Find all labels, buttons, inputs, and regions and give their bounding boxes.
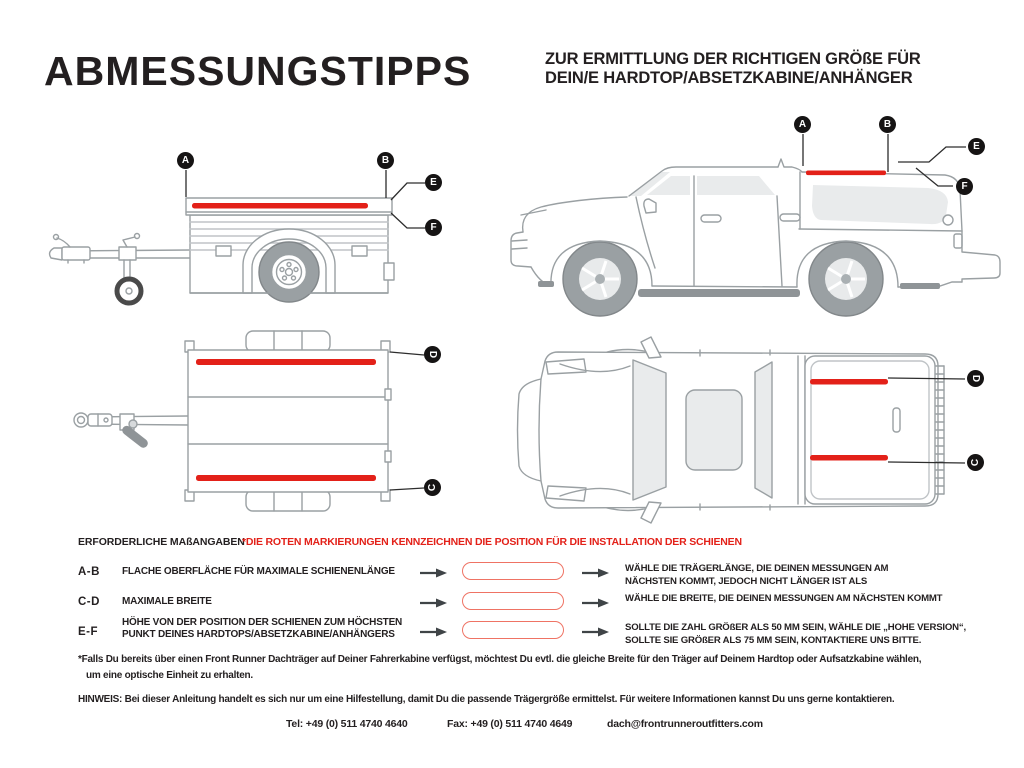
trailer-side-view-illustration: [45, 115, 475, 315]
measurement-row-ef: [0, 615, 1024, 645]
marker-f-trailer-side: F: [425, 219, 442, 236]
measurement-input-pill[interactable]: [462, 592, 564, 610]
instruction-line: SOLLTE DIE ZAHL GRÖßER ALS 50 MM SEIN, WÄHLE DIE „HOHE VERSION“,: [625, 622, 966, 633]
red-rail-marking: [806, 171, 886, 176]
red-rail-marking: [810, 455, 888, 461]
marker-a-trailer-side: A: [177, 152, 194, 169]
footnote-line2: um eine optische Einheit zu erhalten.: [86, 670, 253, 681]
measurement-description: [122, 617, 422, 641]
footer-email: dach@frontrunneroutfitters.com: [607, 718, 763, 730]
instruction-line: WÄHLE DIE TRÄGERLÄNGE, DIE DEINEN MESSUNGEN AM: [625, 563, 889, 574]
hinweis-note: HINWEIS: Bei dieser Anleitung handelt es sich nur um eine Hilfestellung, damit Du die passende Trägergröße ermittelst. Für weitere Informationen kannst Du uns gerne kontaktieren.: [78, 694, 895, 705]
red-rail-marking: [810, 379, 888, 385]
marker-b-trailer-side: B: [377, 152, 394, 169]
measurement-code: E-F: [78, 626, 99, 638]
truck-side-view-illustration: [500, 105, 1015, 325]
description-line: HÖHE VON DER POSITION DER SCHIENEN ZUM HÖCHSTEN: [122, 617, 403, 628]
callout-lines: [390, 352, 424, 490]
page-subtitle-line1: ZUR ERMITTLUNG DER RICHTIGEN GRÖßE FÜR: [545, 50, 921, 68]
truck-top-view-illustration: [500, 330, 1015, 530]
measurement-instruction: [625, 562, 1010, 588]
callout-lines: [803, 134, 966, 186]
red-rail-marking: [196, 475, 376, 481]
marker-f-truck-side: F: [956, 178, 973, 195]
marker-d-trailer-top: D: [424, 346, 441, 363]
page-subtitle-line2: DEIN/E HARDTOP/ABSETZKABINE/ANHÄNGER: [545, 69, 913, 87]
measurement-instruction: [625, 592, 1010, 605]
instruction-line: NÄCHSTEN KOMMT, JEDOCH NICHT LÄNGER IST ALS: [625, 576, 868, 587]
measurement-description: [122, 566, 422, 578]
arrow-right-icon: [420, 627, 448, 637]
instruction-line: SOLLTE SIE GRÖßER ALS 75 MM SEIN, KONTAKTIERE UNS BITTE.: [625, 635, 922, 646]
arrow-right-icon: [582, 568, 610, 578]
footer-phone: Tel: +49 (0) 511 4740 4640: [286, 718, 408, 730]
instruction-line: WÄHLE DIE BREITE, DIE DEINEN MESSUNGEN AM NÄCHSTEN KOMMT: [625, 593, 943, 604]
measurement-code: C-D: [78, 596, 100, 608]
marker-c-truck-top: C: [967, 454, 984, 471]
page-subtitle: [545, 50, 921, 88]
measurement-row-ab: [0, 560, 1024, 590]
measurement-input-pill[interactable]: [462, 562, 564, 580]
measurement-description: [122, 596, 422, 608]
arrow-right-icon: [420, 598, 448, 608]
page-title: ABMESSUNGSTIPPS: [44, 48, 472, 94]
arrow-right-icon: [582, 627, 610, 637]
red-rail-marking: [192, 203, 368, 209]
description-line: FLACHE OBERFLÄCHE FÜR MAXIMALE SCHIENENLÄNGE: [122, 566, 395, 577]
marker-a-truck-side: A: [794, 116, 811, 133]
marker-d-truck-top: D: [967, 370, 984, 387]
trailer-top-view-illustration: [45, 328, 545, 528]
red-markings-note: *DIE ROTEN MARKIERUNGEN KENNZEICHNEN DIE POSITION FÜR DIE INSTALLATION DER SCHIENEN: [242, 536, 742, 548]
measurement-input-pill[interactable]: [462, 621, 564, 639]
footer-fax: Fax: +49 (0) 511 4740 4649: [447, 718, 573, 730]
description-line: PUNKT DEINES HARDTOPS/ABSETZKABINE/ANHÄNGERS: [122, 629, 395, 640]
arrow-right-icon: [582, 598, 610, 608]
measurement-code: A-B: [78, 566, 100, 578]
front-wheel: [563, 242, 637, 316]
marker-e-truck-side: E: [968, 138, 985, 155]
footnote-line1: *Falls Du bereits über einen Front Runner Dachträger auf Deiner Fahrerkabine verfügst, möchtest Du evtl. die gleiche Breite für den Träger auf Deinem Hardtop oder Aufsatzkabine wählen,: [78, 654, 922, 665]
rear-wheel: [809, 242, 883, 316]
marker-b-truck-side: B: [879, 116, 896, 133]
measurement-instruction: [625, 621, 1010, 647]
red-rail-marking: [196, 359, 376, 365]
arrow-right-icon: [420, 568, 448, 578]
marker-e-trailer-side: E: [425, 174, 442, 191]
description-line: MAXIMALE BREITE: [122, 596, 212, 607]
marker-c-trailer-top: C: [424, 479, 441, 496]
required-measurements-heading: ERFORDERLICHE MAßANGABEN: [78, 536, 245, 548]
